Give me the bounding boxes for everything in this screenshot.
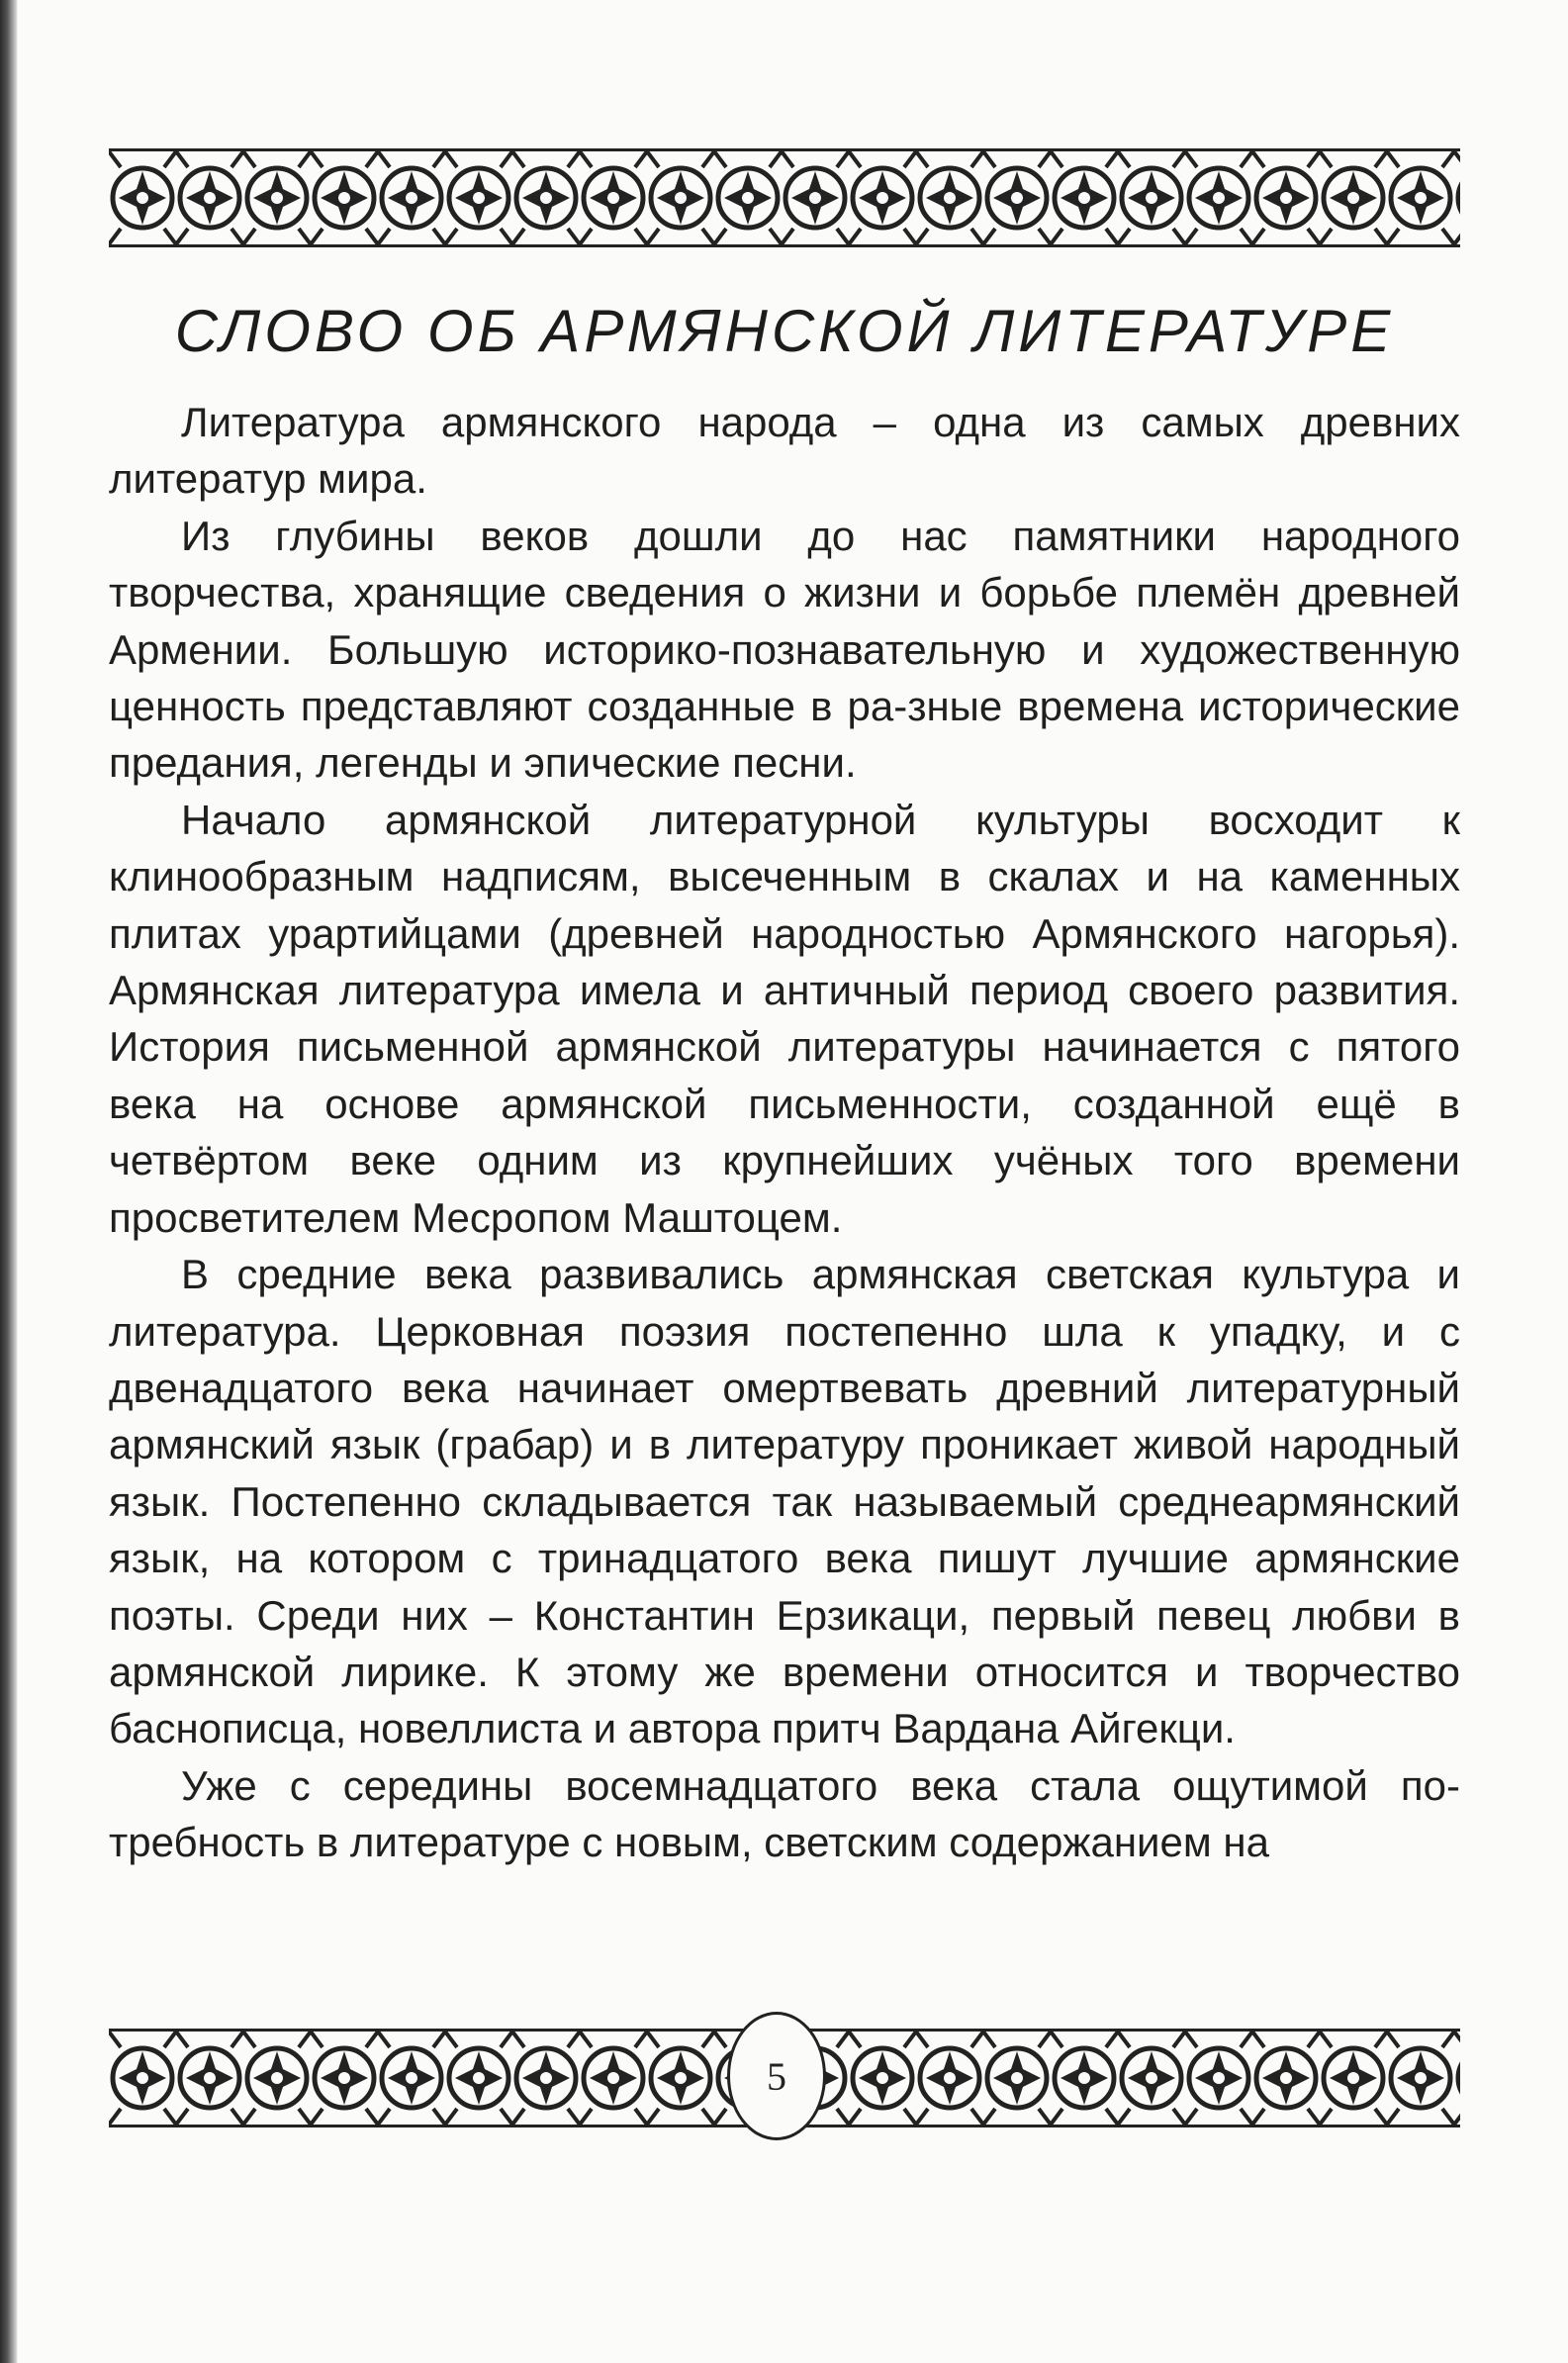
top-ornament-border [109, 148, 1460, 247]
body-text [109, 394, 1460, 1871]
paragraph: Уже с середины восемнадцатого века стала ощутимой потребность в литературе с новым, светским содержанием на [109, 1761, 1460, 1866]
page-number-text: 5 [767, 2053, 786, 2099]
paragraph: В средние века развивались армянская светская культура и литература. Церковная поэзия постепенно шла к упадку, и с двенадцатого века начинает омертвевать древний литературный армянский язык (грабар) и в литературу проникает живой народный язык. Постепенно складывается так называемый среднеармянский язык, на котором с тринадцатого века пишут лучшие армянские поэты. Среди них – Константин Ерзикаци, первый певец любви в армянской лирике. К этому же времени относится и творчество баснописца, новеллиста и автора притч Вардана Айгекци. [109, 1251, 1460, 1752]
paragraph: Начало армянской литературной культуры восходит к клинообразным надписям, высеченным в скалах и на каменных плитах урартийцами (древней народностью Армянского нагорья). Армянская литература имела и античный период своего развития. История письменной армянской литературы начинается с пятого века на основе армянской письменности, созданной ещё в четвёртом веке одним из крупнейших учёных того времени просветителем Месропом Маштоцем. [109, 796, 1460, 1241]
page-binding-edge [0, 0, 18, 2363]
paragraph: Из глубины веков дошли до нас памятники народного творчества, хранящие сведения о жизни и борьбе племён древней Армении. Большую историко-познавательную и художественную ценность представляют созданные в ра-зные времена исторические предания, легенды и эпические песни. [109, 512, 1460, 787]
page-title: СЛОВО ОБ АРМЯНСКОЙ ЛИТЕРАТУРЕ [174, 298, 1395, 364]
paragraph: Литература армянского народа – одна из самых древних литератур мира. [109, 399, 1460, 503]
page-number [727, 2012, 826, 2140]
